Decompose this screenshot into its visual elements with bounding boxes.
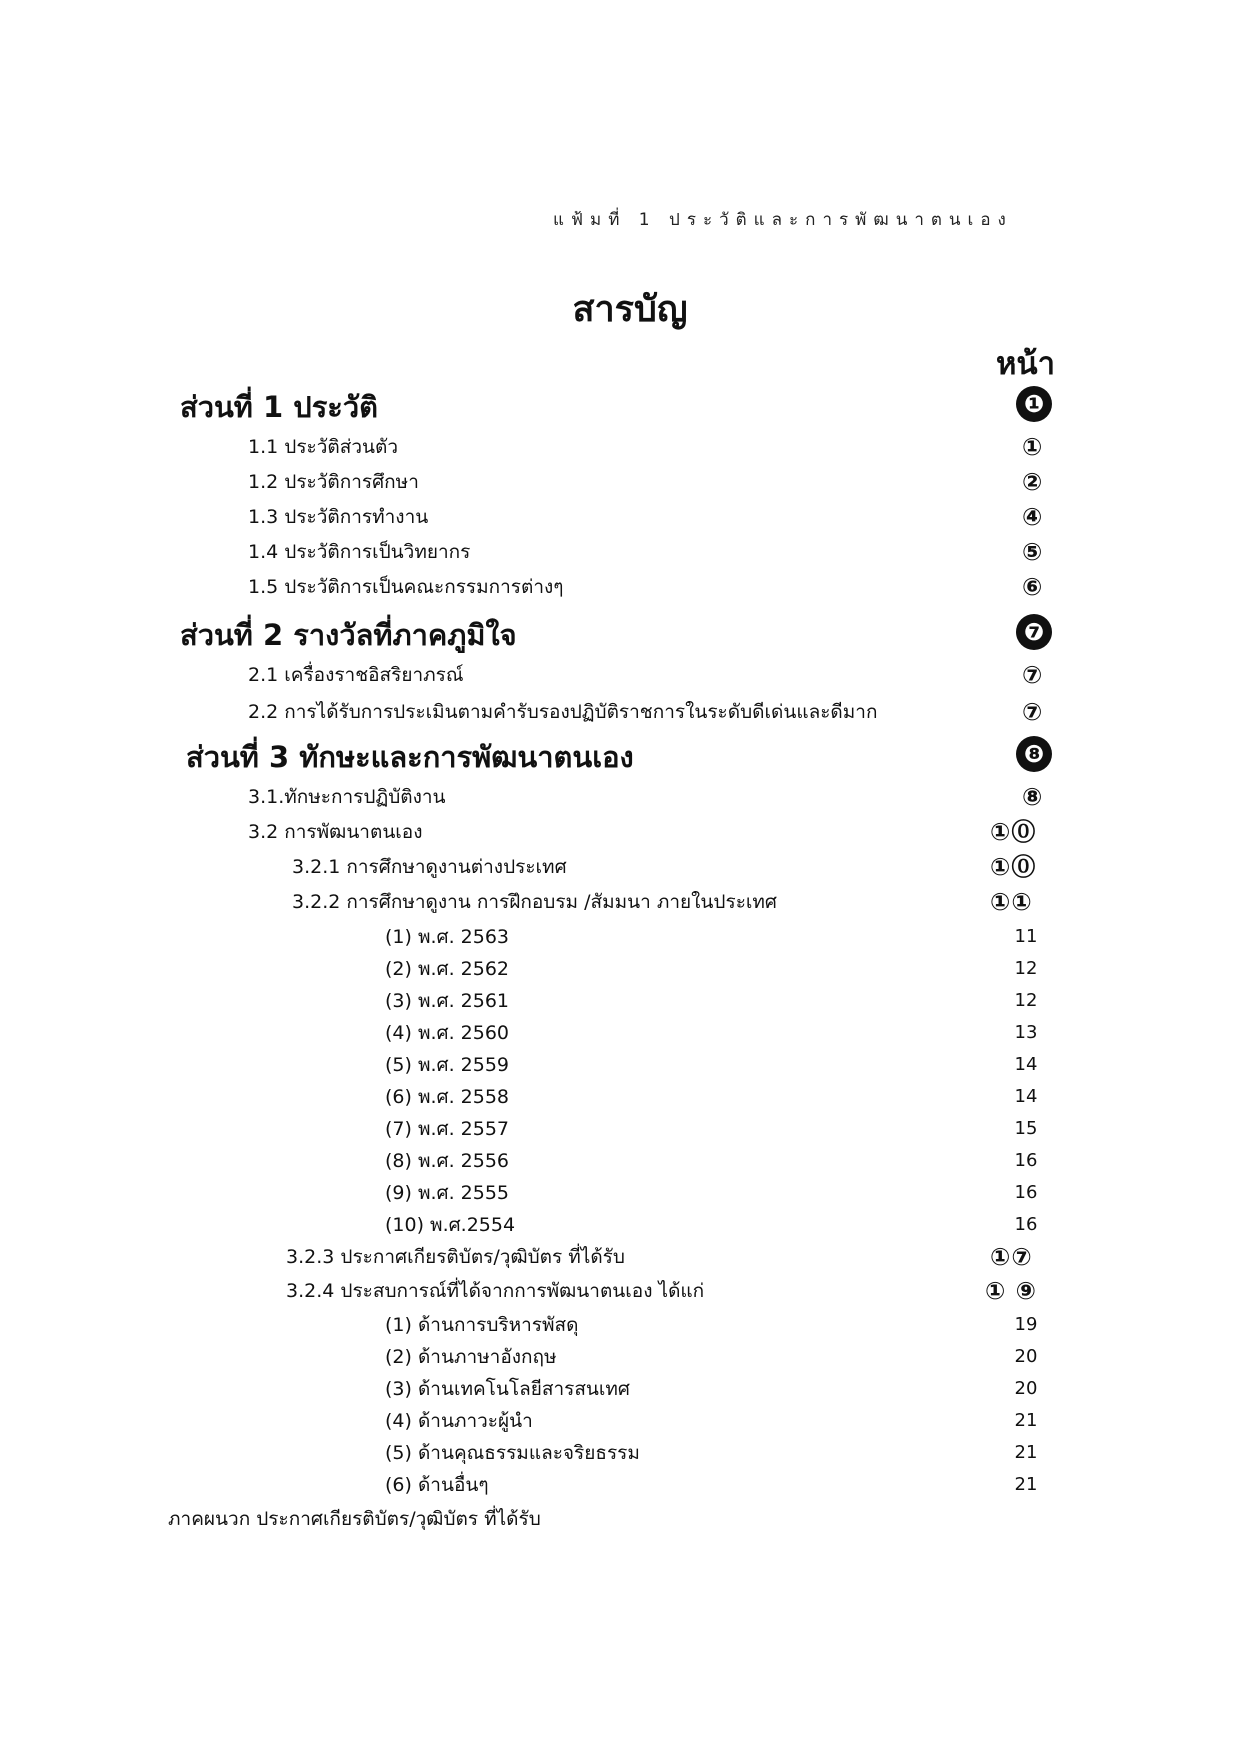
toc-year-item xyxy=(0,1210,1237,1240)
toc-item-page: 12 xyxy=(1014,958,1038,979)
toc-item-page: ①⓪ xyxy=(990,853,1037,881)
toc-year-item xyxy=(0,922,1237,952)
toc-section-label: ส่วนที่ 2 รางวัลที่ภาคภูมิใจ xyxy=(180,618,517,652)
toc-item-label: 3.1.ทักษะการปฏิบัติงาน xyxy=(248,786,446,808)
toc-item-page: ⑥ xyxy=(1022,573,1044,601)
toc-item xyxy=(0,537,1237,567)
toc-item-page: ①⓪ xyxy=(990,818,1037,846)
toc-item-page: ② xyxy=(1022,468,1044,496)
toc-item xyxy=(0,502,1237,532)
toc-experience-item xyxy=(0,1438,1237,1468)
toc-item xyxy=(0,697,1237,727)
toc-item-label: (2) พ.ศ. 2562 xyxy=(385,958,510,980)
toc-year-item xyxy=(0,954,1237,984)
toc-item-page: 13 xyxy=(1014,1022,1038,1043)
toc-item-label: (3) ด้านเทคโนโลยีสารสนเทศ xyxy=(385,1378,630,1400)
toc-experience-item xyxy=(0,1374,1237,1404)
toc-item-page: 16 xyxy=(1014,1182,1038,1203)
toc-item-label: (2) ด้านภาษาอังกฤษ xyxy=(385,1346,557,1368)
toc-item-page: 11 xyxy=(1014,926,1038,947)
toc-item-label: (5) ด้านคุณธรรมและจริยธรรม xyxy=(385,1442,640,1464)
toc-item-page: ① xyxy=(1022,433,1044,461)
toc-section-page: ❼ xyxy=(1016,614,1052,650)
toc-year-item xyxy=(0,1146,1237,1176)
toc-item-label: (3) พ.ศ. 2561 xyxy=(385,990,510,1012)
toc-item-label: 3.2.2 การศึกษาดูงาน การฝึกอบรม /สัมมนา ภายในประเทศ xyxy=(292,891,777,913)
toc-item xyxy=(0,782,1237,812)
toc-section-label: ส่วนที่ 1 ประวัติ xyxy=(180,390,378,424)
toc-item-page: ⑦ xyxy=(1022,661,1044,689)
toc-item-label: (6) ด้านอื่นๆ xyxy=(385,1474,489,1496)
toc-item-page: 14 xyxy=(1014,1086,1038,1107)
toc-item-label: (10) พ.ศ.2554 xyxy=(385,1214,516,1236)
toc-item-label: (1) ด้านการบริหารพัสดุ xyxy=(385,1314,579,1336)
toc-item-page: 15 xyxy=(1014,1118,1038,1139)
toc-section-page: ❽ xyxy=(1016,736,1052,772)
page-column-heading: หน้า xyxy=(996,346,1056,382)
toc-item-label: 3.2.3 ประกาศเกียรติบัตร/วุฒิบัตร ที่ได้รับ xyxy=(286,1246,625,1268)
toc-item xyxy=(0,1242,1237,1272)
toc-year-item xyxy=(0,1018,1237,1048)
toc-item xyxy=(0,572,1237,602)
toc-item-label: (1) พ.ศ. 2563 xyxy=(385,926,510,948)
toc-section-label: ส่วนที่ 3 ทักษะและการพัฒนาตนเอง xyxy=(186,740,634,774)
toc-item-page: 19 xyxy=(1014,1314,1038,1335)
toc-section-2 xyxy=(0,612,1237,652)
toc-experience-item xyxy=(0,1470,1237,1500)
toc-item-page: ⑤ xyxy=(1022,538,1044,566)
toc-item xyxy=(0,887,1237,917)
toc-item-label: (4) ด้านภาวะผู้นำ xyxy=(385,1410,533,1432)
toc-item-label: 3.2.1 การศึกษาดูงานต่างประเทศ xyxy=(292,856,567,878)
toc-item-page: 12 xyxy=(1014,990,1038,1011)
toc-item-page: ⑧ xyxy=(1022,783,1044,811)
toc-item-label: 1.4 ประวัติการเป็นวิทยากร xyxy=(248,541,471,563)
toc-item-label: 1.1 ประวัติส่วนตัว xyxy=(248,436,398,458)
toc-experience-item xyxy=(0,1406,1237,1436)
toc-item-page: 21 xyxy=(1014,1410,1038,1431)
toc-item-page: ④ xyxy=(1022,503,1044,531)
toc-appendix xyxy=(0,1504,1237,1534)
toc-year-item xyxy=(0,1082,1237,1112)
toc-item-page: 16 xyxy=(1014,1214,1038,1235)
toc-item-label: 1.3 ประวัติการทำงาน xyxy=(248,506,429,528)
toc-year-item xyxy=(0,1178,1237,1208)
toc-item-label: (5) พ.ศ. 2559 xyxy=(385,1054,510,1076)
page-title: สารบัญ xyxy=(572,289,688,330)
toc-item xyxy=(0,817,1237,847)
toc-appendix-label: ภาคผนวก ประกาศเกียรติบัตร/วุฒิบัตร ที่ได้รับ xyxy=(168,1508,541,1530)
running-header: แฟ้มที่ 1 ประวัติและการพัฒนาตนเอง xyxy=(553,210,1013,230)
toc-item-page: 21 xyxy=(1014,1442,1038,1463)
toc-year-item xyxy=(0,1114,1237,1144)
toc-item-label: 3.2.4 ประสบการณ์ที่ได้จากการพัฒนาตนเอง ได้แก่ xyxy=(286,1280,705,1302)
toc-item-label: 1.5 ประวัติการเป็นคณะกรรมการต่างๆ xyxy=(248,576,564,598)
toc-item-page: ①⑦ xyxy=(990,1243,1033,1271)
toc-item xyxy=(0,1276,1237,1306)
toc-experience-item xyxy=(0,1310,1237,1340)
toc-year-item xyxy=(0,1050,1237,1080)
toc-section-3 xyxy=(0,734,1237,774)
toc-item-page: ①① xyxy=(990,888,1033,916)
toc-item-page: ① ⑨ xyxy=(985,1277,1037,1305)
toc-item-label: 1.2 ประวัติการศึกษา xyxy=(248,471,419,493)
toc-item-page: 21 xyxy=(1014,1474,1038,1495)
toc-item-label: (6) พ.ศ. 2558 xyxy=(385,1086,510,1108)
toc-item xyxy=(0,467,1237,497)
toc-experience-item xyxy=(0,1342,1237,1372)
toc-section-page: ❶ xyxy=(1016,386,1052,422)
toc-item-page: 14 xyxy=(1014,1054,1038,1075)
toc-item-label: 2.1 เครื่องราชอิสริยาภรณ์ xyxy=(248,664,464,686)
toc-item-page: 20 xyxy=(1014,1346,1038,1367)
toc-item-page: 20 xyxy=(1014,1378,1038,1399)
toc-year-item xyxy=(0,986,1237,1016)
toc-item-page: ⑦ xyxy=(1022,698,1044,726)
toc-item xyxy=(0,660,1237,690)
toc-section-1 xyxy=(0,384,1237,424)
toc-item-label: 3.2 การพัฒนาตนเอง xyxy=(248,821,423,843)
toc-item-label: (4) พ.ศ. 2560 xyxy=(385,1022,510,1044)
toc-item-label: (8) พ.ศ. 2556 xyxy=(385,1150,510,1172)
toc-item-label: 2.2 การได้รับการประเมินตามคำรับรองปฏิบัติราชการในระดับดีเด่นและดีมาก xyxy=(248,701,878,723)
toc-item-label: (7) พ.ศ. 2557 xyxy=(385,1118,510,1140)
toc-item xyxy=(0,852,1237,882)
toc-item-label: (9) พ.ศ. 2555 xyxy=(385,1182,510,1204)
toc-item-page: 16 xyxy=(1014,1150,1038,1171)
toc-item xyxy=(0,432,1237,462)
